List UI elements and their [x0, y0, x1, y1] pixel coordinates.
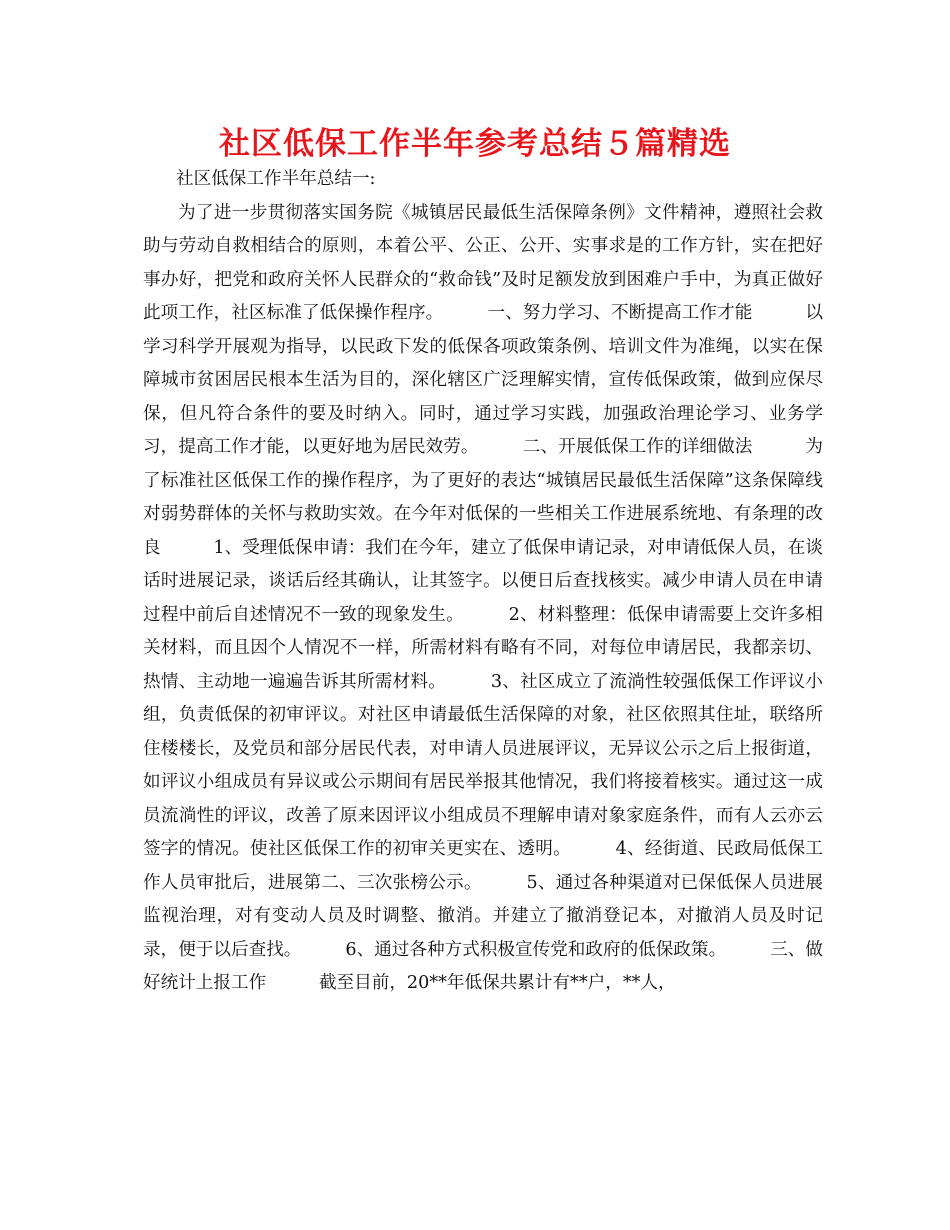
document-body — [143, 163, 823, 1001]
document-title: 社区低保工作半年参考总结５篇精选 — [219, 126, 731, 162]
body-paragraph: 为了进一步贯彻落实国务院《城镇居民最低生活保障条例》文件精神，遵照社会救助与劳动自救相结合的原则，本着公平、公正、公开、实事求是的工作方针，实在把好事办好，把党和政府关怀人民群众的“救命钱”及时足额发放到困难户手中，为真正做好此项工作，社区标准了低保操作程序。 一、努力学习、不断提高工作才能 以学习科学开展观为指导，以民政下发的低保各项政策条例、培训文件为准绳，以实在保障城市贫困居民根本生活为目的，深化辖区广泛理解实情，宣传低保政策，做到应保尽保，但凡符合条件的要及时纳入。同时，通过学习实践，加强政治理论学习、业务学习，提高工作才能，以更好地为居民效劳。 二、开展低保工作的详细做法 为了标准社区低保工作的操作程序，为了更好的表达“城镇居民最低生活保障”这条保障线对弱势群体的关怀与救助实效。在今年对低保的一些相关工作进展系统地、有条理的改良 1、受理低保申请：我们在今年，建立了低保申请记录，对申请低保人员，在谈话时进展记录，谈话后经其确认，让其签字。以便日后查找核实。减少申请人员在申请过程中前后自述情况不一致的现象发生。 2、材料整理：低保申请需要上交许多相关材料，而且因个人情况不一样，所需材料有略有不同，对每位申请居民，我都亲切、热情、主动地一遍遍告诉其所需材料。 3、社区成立了流淌性较强低保工作评议小组，负责低保的初审评议。对社区申请最低生活保障的对象，社区依照其住址，联络所住楼楼长，及党员和部分居民代表，对申请人员进展评议，无异议公示之后上报街道，如评议小组成员有异议或公示期间有居民举报其他情况，我们将接着核实。通过这一成员流淌性的评议，改善了原来因评议小组成员不理解申请对象家庭条件，而有人云亦云签字的情况。使社区低保工作的初审关更实在、透明。 4、经街道、民政局低保工作人员审批后，进展第二、三次张榜公示。 5、通过各种渠道对已保低保人员进展监视治理，对有变动人员及时调整、撤消。并建立了撤消登记本，对撤消人员及时记录，便于以后查找。 6、通过各种方式积极宣传党和政府的低保政策。 三、做好统计上报工作 截至目前，20**年低保共累计有**户，**人， — [143, 202, 823, 993]
section-subheading: 社区低保工作半年总结一: — [176, 169, 376, 189]
